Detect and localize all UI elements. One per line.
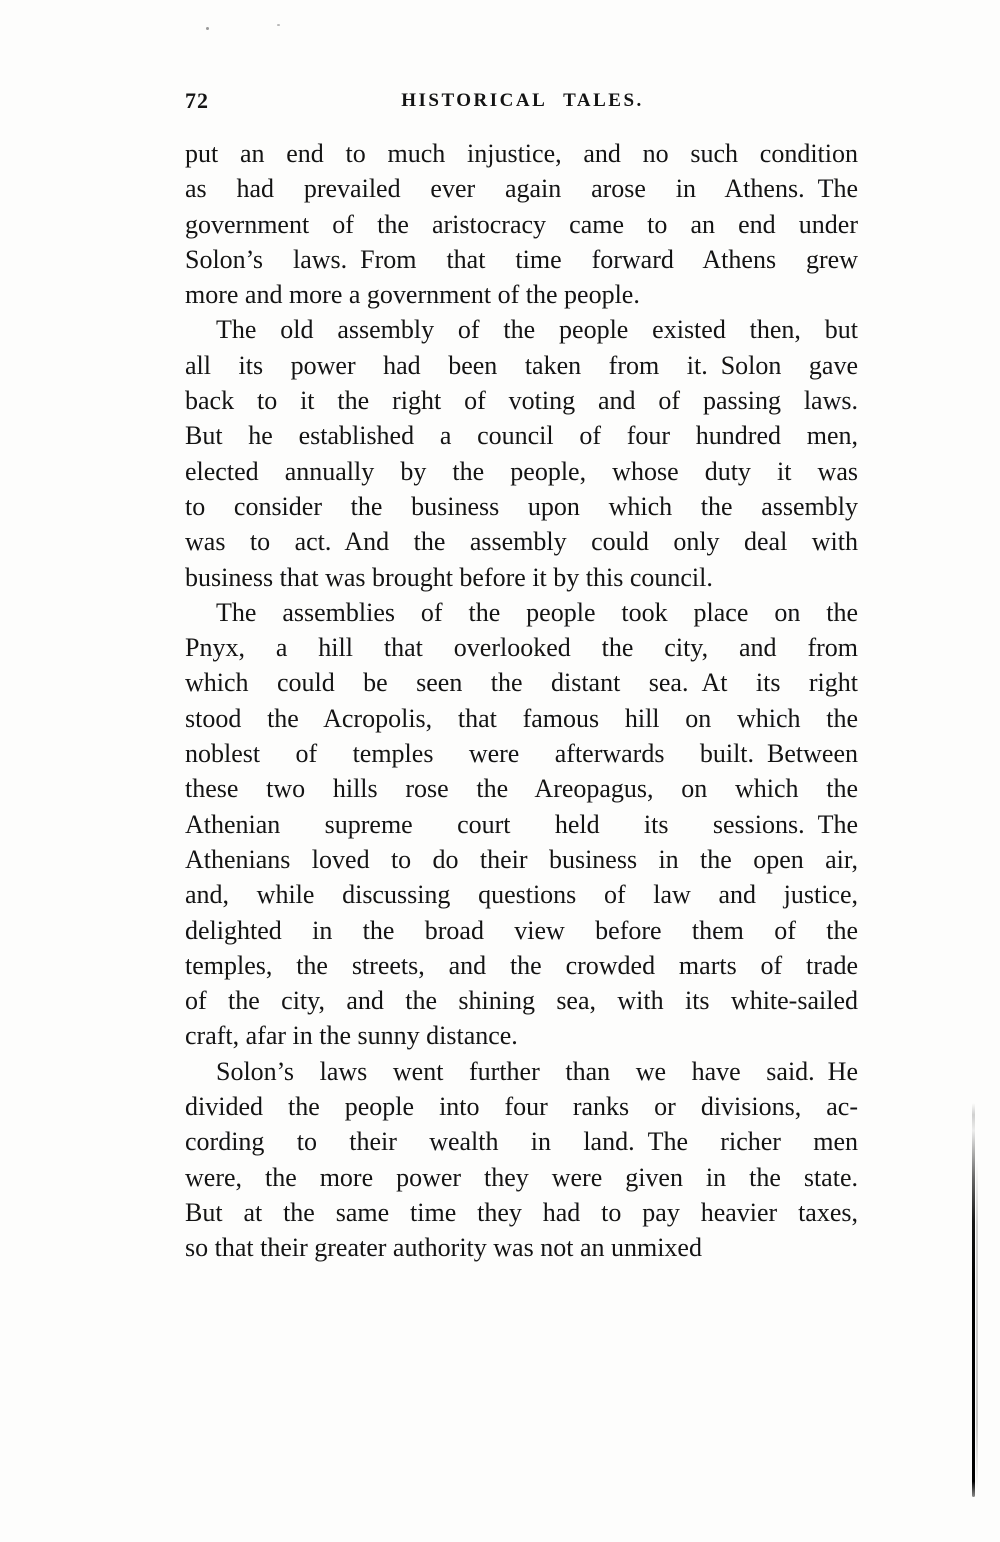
text-line: of the city, and the shining sea, with its white-sailed: [185, 986, 858, 1016]
scan-artifact-line: [972, 1103, 975, 1497]
text-line: Athenian supreme court held its sessions. The: [185, 809, 858, 839]
text-line: back to it the right of voting and of passing laws.: [185, 386, 858, 416]
text-line: business that was brought before it by this council.: [185, 562, 713, 592]
scan-speck: [277, 24, 280, 26]
text-line: more and more a government of the people.: [185, 280, 640, 310]
text-line: cording to their wealth in land. The richer men: [185, 1127, 858, 1157]
running-header: [185, 88, 860, 116]
page-body: [185, 136, 858, 1266]
text-line: delighted in the broad view before them of the: [185, 915, 858, 945]
text-line: and, while discussing questions of law and justice,: [185, 880, 858, 910]
paragraph: [185, 136, 858, 312]
running-title: HISTORICAL TALES.: [401, 90, 644, 111]
text-line: all its power had been taken from it. Solon gave: [185, 350, 858, 380]
text-line: put an end to much injustice, and no such condition: [185, 139, 858, 168]
text-line: But at the same time they had to pay heavier taxes,: [185, 1197, 858, 1227]
text-line: stood the Acropolis, that famous hill on which the: [185, 703, 858, 733]
text-line: was to act. And the assembly could only deal with: [185, 527, 858, 557]
paragraph: [185, 312, 858, 594]
text-line: craft, afar in the sunny distance.: [185, 1021, 518, 1051]
scan-speck: [206, 27, 209, 30]
page-number: 72: [185, 88, 209, 113]
text-line: elected annually by the people, whose duty it was: [185, 456, 858, 486]
scan-artifact-line-shadow: [976, 1160, 978, 1490]
text-line: as had prevailed ever again arose in Athens. The: [185, 174, 858, 204]
text-line: these two hills rose the Areopagus, on which the: [185, 774, 858, 804]
text-line: government of the aristocracy came to an end under: [185, 209, 858, 239]
text-line: divided the people into four ranks or divisions, ac-: [185, 1092, 858, 1122]
paragraph: [185, 595, 858, 1054]
text-line: The old assembly of the people existed then, but: [216, 315, 858, 345]
text-line: Solon’s laws. From that time forward Athens grew: [185, 244, 858, 274]
text-line: The assemblies of the people took place on the: [216, 597, 858, 627]
text-line: noblest of temples were afterwards built. Between: [185, 739, 858, 769]
text-line: which could be seen the distant sea. At its right: [185, 668, 858, 698]
text-line: were, the more power they were given in the state.: [185, 1162, 858, 1192]
text-line: Solon’s laws went further than we have said. He: [216, 1056, 858, 1086]
text-line: so that their greater authority was not an unmixed: [185, 1233, 702, 1263]
text-line: to consider the business upon which the assembly: [185, 491, 858, 521]
text-line: Athenians loved to do their business in the open air,: [185, 844, 858, 874]
paragraph: [185, 1054, 858, 1266]
text-line: Pnyx, a hill that overlooked the city, and from: [185, 633, 858, 663]
text-line: temples, the streets, and the crowded marts of trade: [185, 950, 858, 980]
text-line: But he established a council of four hundred men,: [185, 421, 858, 451]
